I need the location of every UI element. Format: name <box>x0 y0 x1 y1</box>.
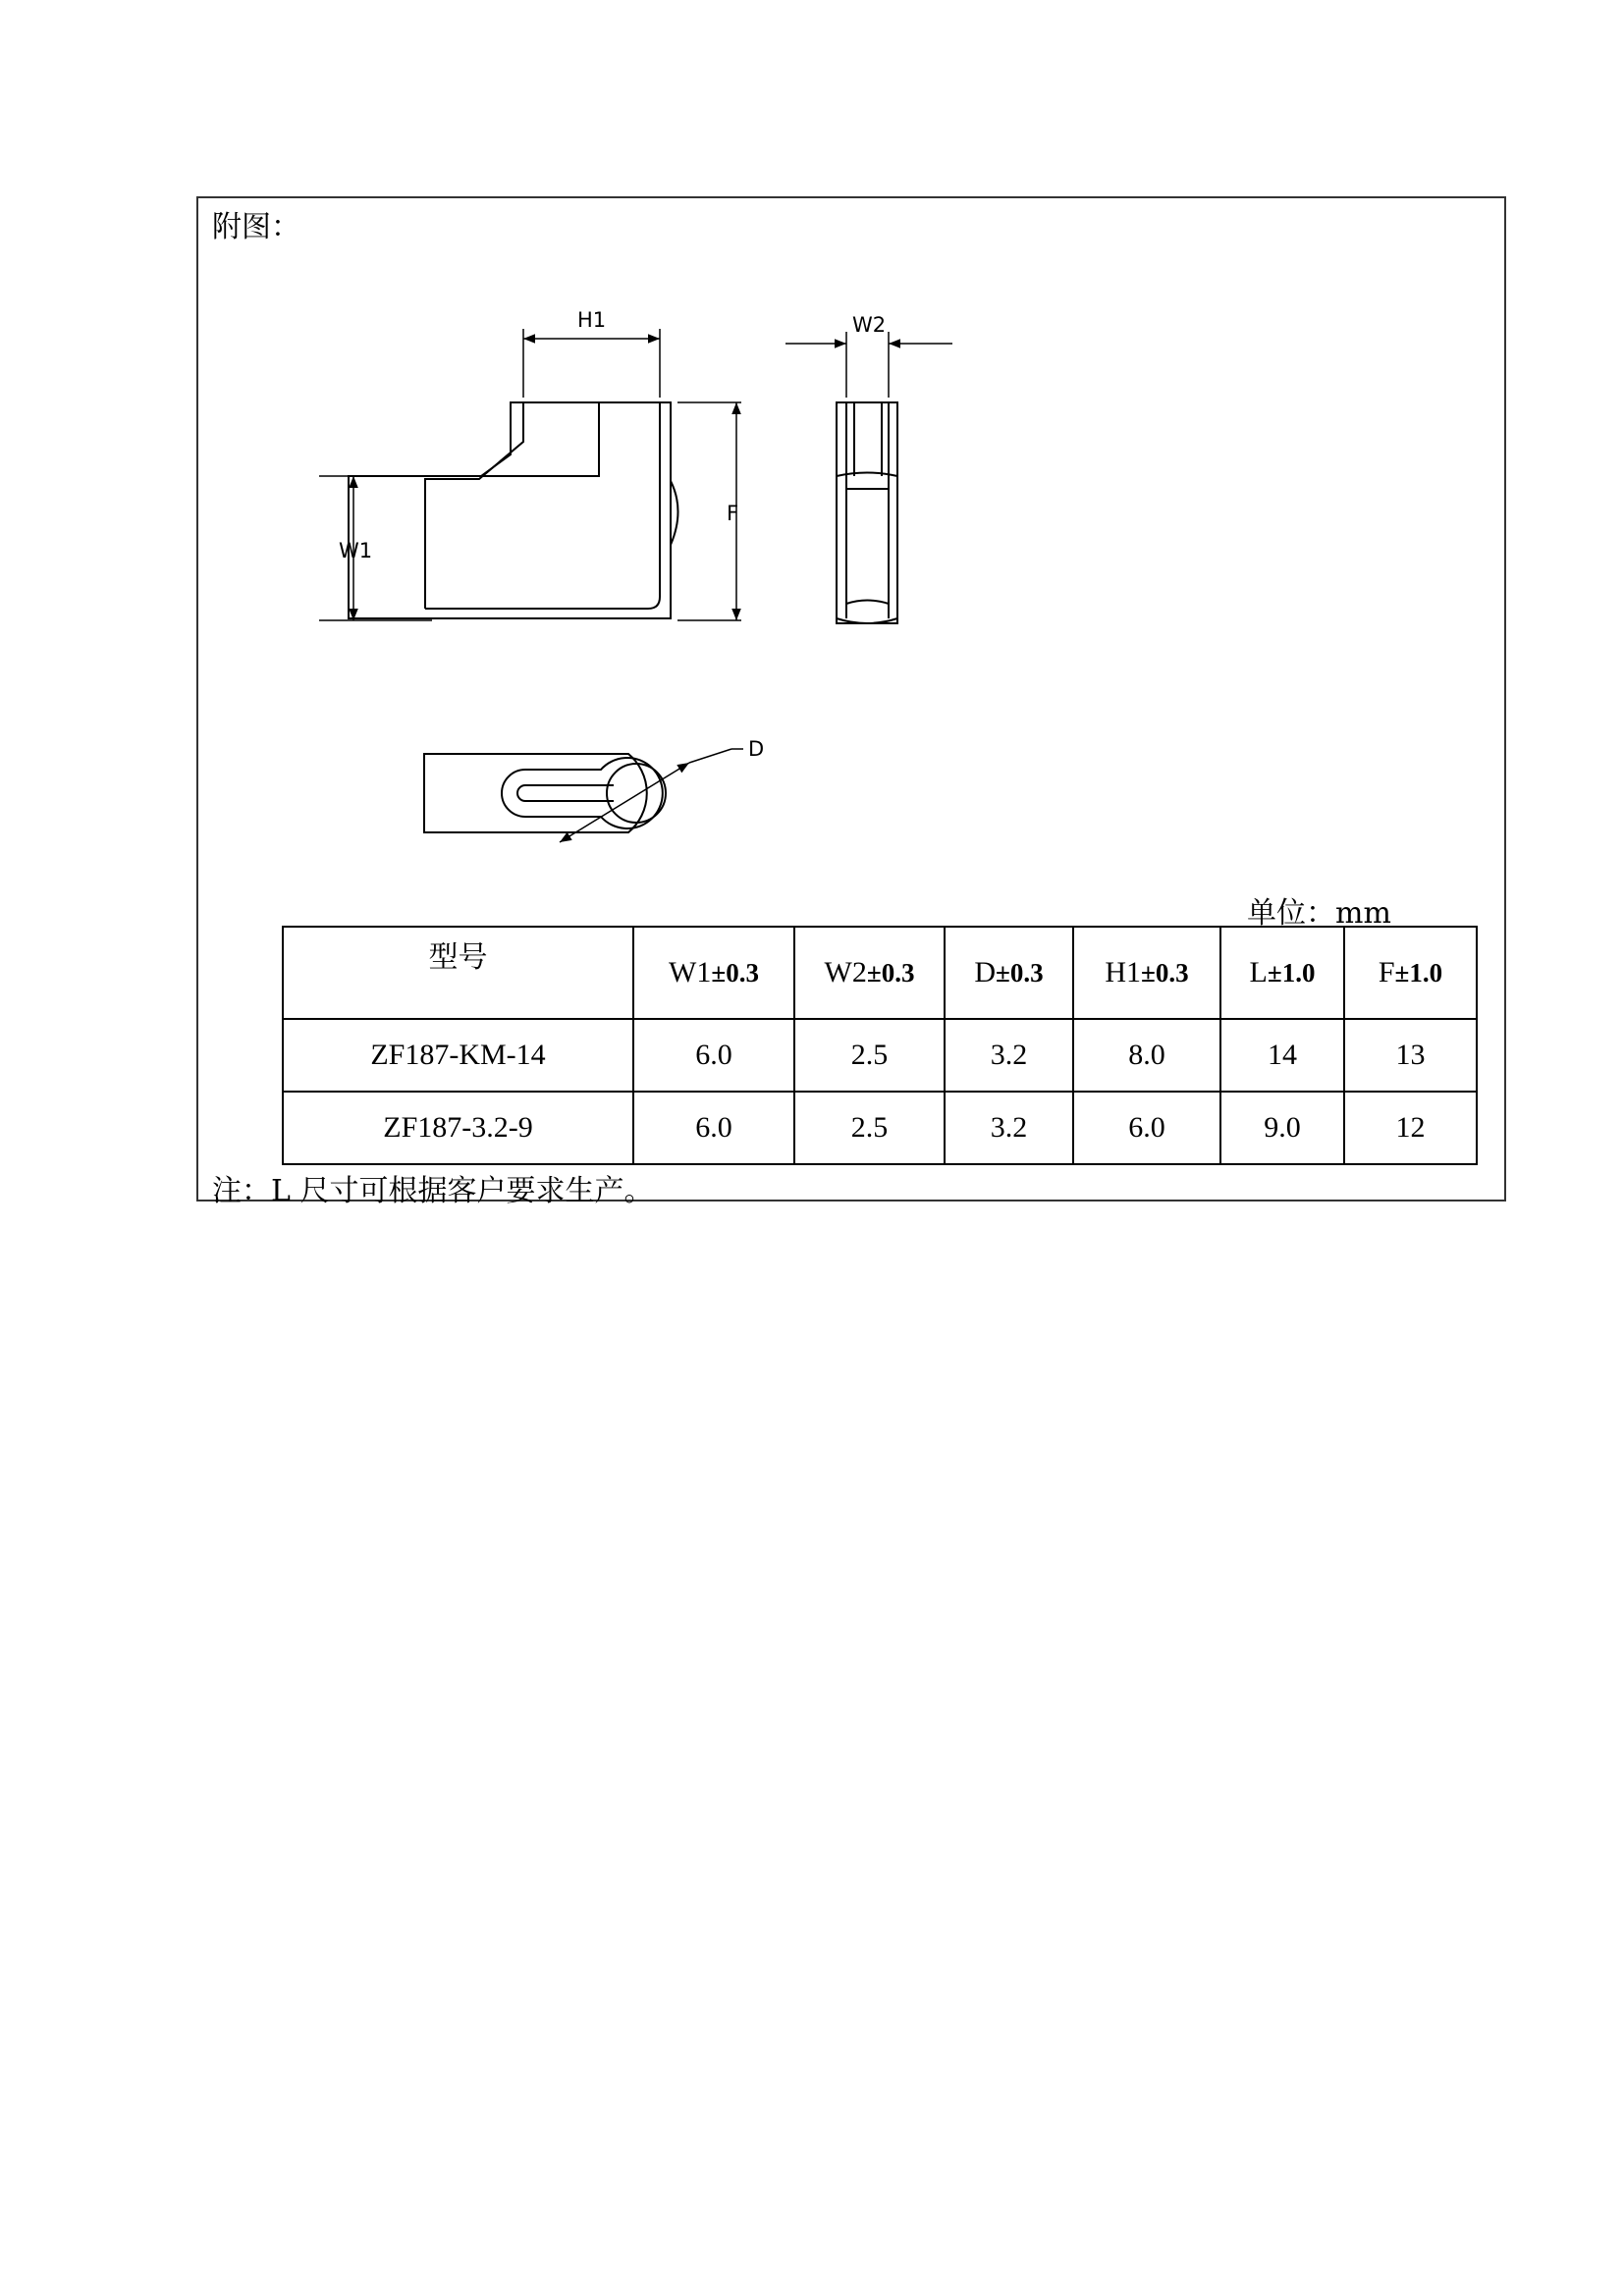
w2-cell: 2.5 <box>794 1019 945 1092</box>
column-tolerance: ±1.0 <box>1394 958 1443 988</box>
d-dimension-line <box>560 763 689 842</box>
top-view-dimensions <box>560 749 743 842</box>
column-name: W1 <box>669 956 712 988</box>
f-cell: 13 <box>1344 1019 1477 1092</box>
w2-label: W2 <box>852 313 887 337</box>
w1-cell: 6.0 <box>633 1092 794 1164</box>
w2-cell: 2.5 <box>794 1092 945 1164</box>
w1-label: W1 <box>339 539 373 562</box>
technical-drawing <box>0 0 1624 982</box>
h1-cell: 8.0 <box>1073 1019 1220 1092</box>
f-label: F <box>727 502 739 525</box>
h1-cell: 6.0 <box>1073 1092 1220 1164</box>
front-view <box>349 402 678 618</box>
model-column-header: 型号 <box>283 927 633 1019</box>
column-header-f <box>1344 927 1477 1019</box>
l-cell: 14 <box>1220 1019 1344 1092</box>
front-view-dimensions <box>319 329 741 620</box>
column-header-w1 <box>633 927 794 1019</box>
column-name: H1 <box>1105 956 1142 988</box>
l-cell: 9.0 <box>1220 1092 1344 1164</box>
column-name: W2 <box>824 956 867 988</box>
top-view <box>424 754 666 832</box>
top-view-outline <box>424 754 647 832</box>
d-cell: 3.2 <box>945 1019 1073 1092</box>
table-row <box>283 1019 1477 1092</box>
spec-table <box>282 926 1478 1165</box>
front-view-outer-contour <box>349 402 671 618</box>
front-view-bump <box>671 481 678 545</box>
side-view-dimensions <box>785 332 952 398</box>
column-tolerance: ±1.0 <box>1267 958 1316 988</box>
figure-heading: 附图： <box>212 210 300 244</box>
column-tolerance: ±0.3 <box>996 958 1044 988</box>
column-tolerance: ±0.3 <box>866 958 915 988</box>
d-label: D <box>748 737 765 761</box>
column-name: D <box>974 956 997 988</box>
front-view-inner-contour <box>425 402 660 609</box>
d-cell: 3.2 <box>945 1092 1073 1164</box>
h1-label: H1 <box>577 308 607 332</box>
side-view <box>837 402 897 623</box>
unit-label: 单位：mm <box>1247 896 1391 931</box>
column-header-w2 <box>794 927 945 1019</box>
column-tolerance: ±0.3 <box>711 958 759 988</box>
w1-cell: 6.0 <box>633 1019 794 1092</box>
column-header-d <box>945 927 1073 1019</box>
column-header-h1 <box>1073 927 1220 1019</box>
model-cell: ZF187-3.2-9 <box>283 1092 633 1164</box>
table-row <box>283 1092 1477 1164</box>
column-name: L <box>1249 956 1268 988</box>
d-leader-line <box>689 749 731 763</box>
column-tolerance: ±0.3 <box>1141 958 1189 988</box>
keyhole-slot-inner <box>517 785 614 801</box>
footnote: 注：L 尺寸可根据客户要求生产。 <box>212 1174 654 1208</box>
column-header-l <box>1220 927 1344 1019</box>
model-cell: ZF187-KM-14 <box>283 1019 633 1092</box>
table-header-row <box>283 927 1477 1019</box>
keyhole-hole <box>607 764 666 823</box>
column-name: F <box>1378 956 1395 988</box>
f-cell: 12 <box>1344 1092 1477 1164</box>
